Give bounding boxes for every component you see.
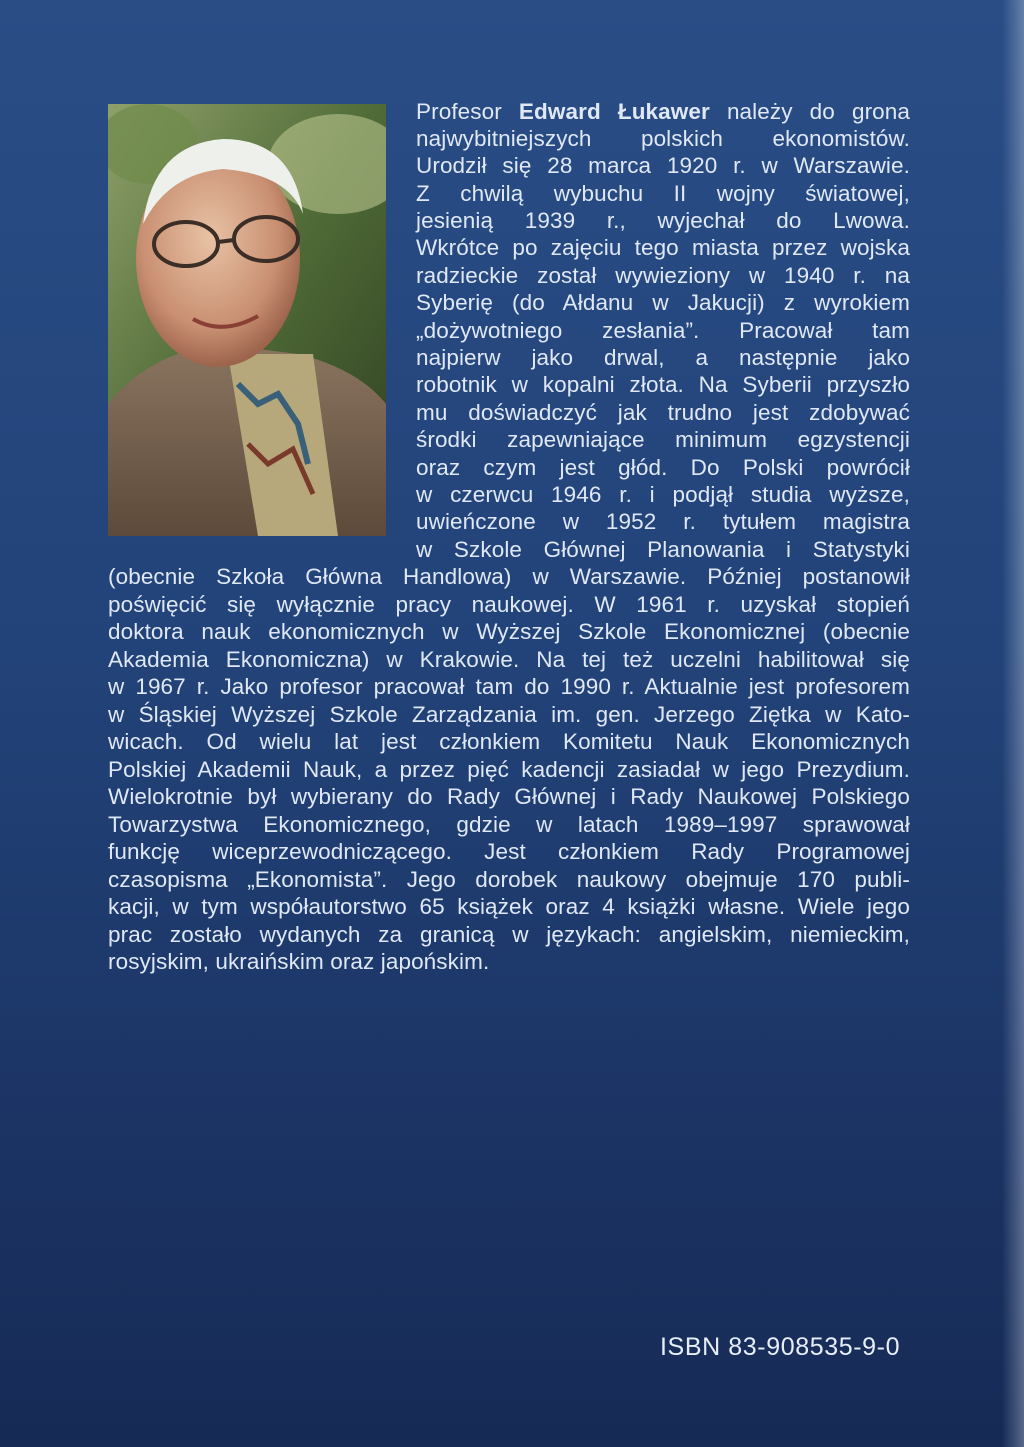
- bio-line: poświęcić się wyłącznie pracy naukowej. W 1961 r. uzyskał stopień: [108, 592, 910, 617]
- bio-line: prac zostało wydanych za granicą w językach: angielskim, niemieckim,: [108, 922, 910, 947]
- bio-line: jesienią 1939 r., wyjechał do Lwowa.: [416, 208, 910, 233]
- bio-line: Z chwilą wybuchu II wojny światowej,: [416, 181, 910, 206]
- bio-line: Syberię (do Ałdanu w Jakucji) z wyrokiem: [416, 290, 910, 315]
- bio-line: Urodził się 28 marca 1920 r. w Warszawie.: [416, 153, 910, 178]
- bio-line: w czerwcu 1946 r. i podjął studia wyższe,: [416, 482, 910, 507]
- bio-line: Wielokrotnie był wybierany do Rady Głównej i Rady Naukowej Polskiego: [108, 784, 910, 809]
- bio-line: mu doświadczyć jak trudno jest zdobywać: [416, 400, 910, 425]
- isbn-number: ISBN 83-908535-9-0: [660, 1333, 901, 1361]
- author-name: Edward Łukawer: [518, 99, 710, 124]
- bio-line: wicach. Od wielu lat jest członkiem Komitetu Nauk Ekonomicznych: [108, 729, 910, 754]
- bio-line: Polskiej Akademii Nauk, a przez pięć kadencji zasiadał w jego Prezydium.: [108, 757, 910, 782]
- bio-line: Profesor Edward Łukawer należy do grona: [416, 99, 911, 124]
- bio-line: (obecnie Szkoła Główna Handlowa) w Warszawie. Później postanowił: [108, 564, 910, 589]
- bio-line: czasopisma „Ekonomista”. Jego dorobek naukowy obejmuje 170 publi-: [108, 867, 910, 892]
- bio-line: Wkrótce po zajęciu tego miasta przez wojska: [416, 235, 910, 260]
- bio-line: kacji, w tym współautorstwo 65 książek oraz 4 książki własne. Wiele jego: [108, 894, 910, 919]
- bio-line: oraz czym jest głód. Do Polski powrócił: [416, 455, 910, 480]
- bio-line: radzieckie został wywieziony w 1940 r. na: [416, 263, 910, 288]
- bio-line: najpierw jako drwal, a następnie jako: [416, 345, 910, 370]
- bio-line: Towarzystwa Ekonomicznego, gdzie w latach 1989–1997 sprawował: [108, 812, 910, 837]
- bio-line: doktora nauk ekonomicznych w Wyższej Szkole Ekonomicznej (obecnie: [108, 619, 910, 644]
- bio-line: uwieńczone w 1952 r. tytułem magistra: [416, 509, 910, 534]
- bio-line: w Śląskiej Wyższej Szkole Zarządzania im. gen. Jerzego Ziętka w Kato-: [108, 702, 910, 727]
- bio-line: najwybitniejszych polskich ekonomistów.: [416, 126, 910, 151]
- bio-line: w 1967 r. Jako profesor pracował tam do 1990 r. Aktualnie jest profesorem: [108, 674, 910, 699]
- bio-line: rosyjskim, ukraińskim oraz japońskim.: [108, 949, 490, 974]
- bio-line: w Szkole Głównej Planowania i Statystyki: [416, 537, 910, 562]
- bio-line: funkcję wiceprzewodniczącego. Jest członkiem Rady Programowej: [108, 839, 910, 864]
- bio-line: środki zapewniające minimum egzystencji: [416, 427, 910, 452]
- bio-line: Akademia Ekonomiczna) w Krakowie. Na tej też uczelni habilitował się: [108, 647, 910, 672]
- bio-line: robotnik w kopalni złota. Na Syberii przyszło: [416, 372, 910, 397]
- bio-line: „dożywotniego zesłania”. Pracował tam: [416, 318, 910, 343]
